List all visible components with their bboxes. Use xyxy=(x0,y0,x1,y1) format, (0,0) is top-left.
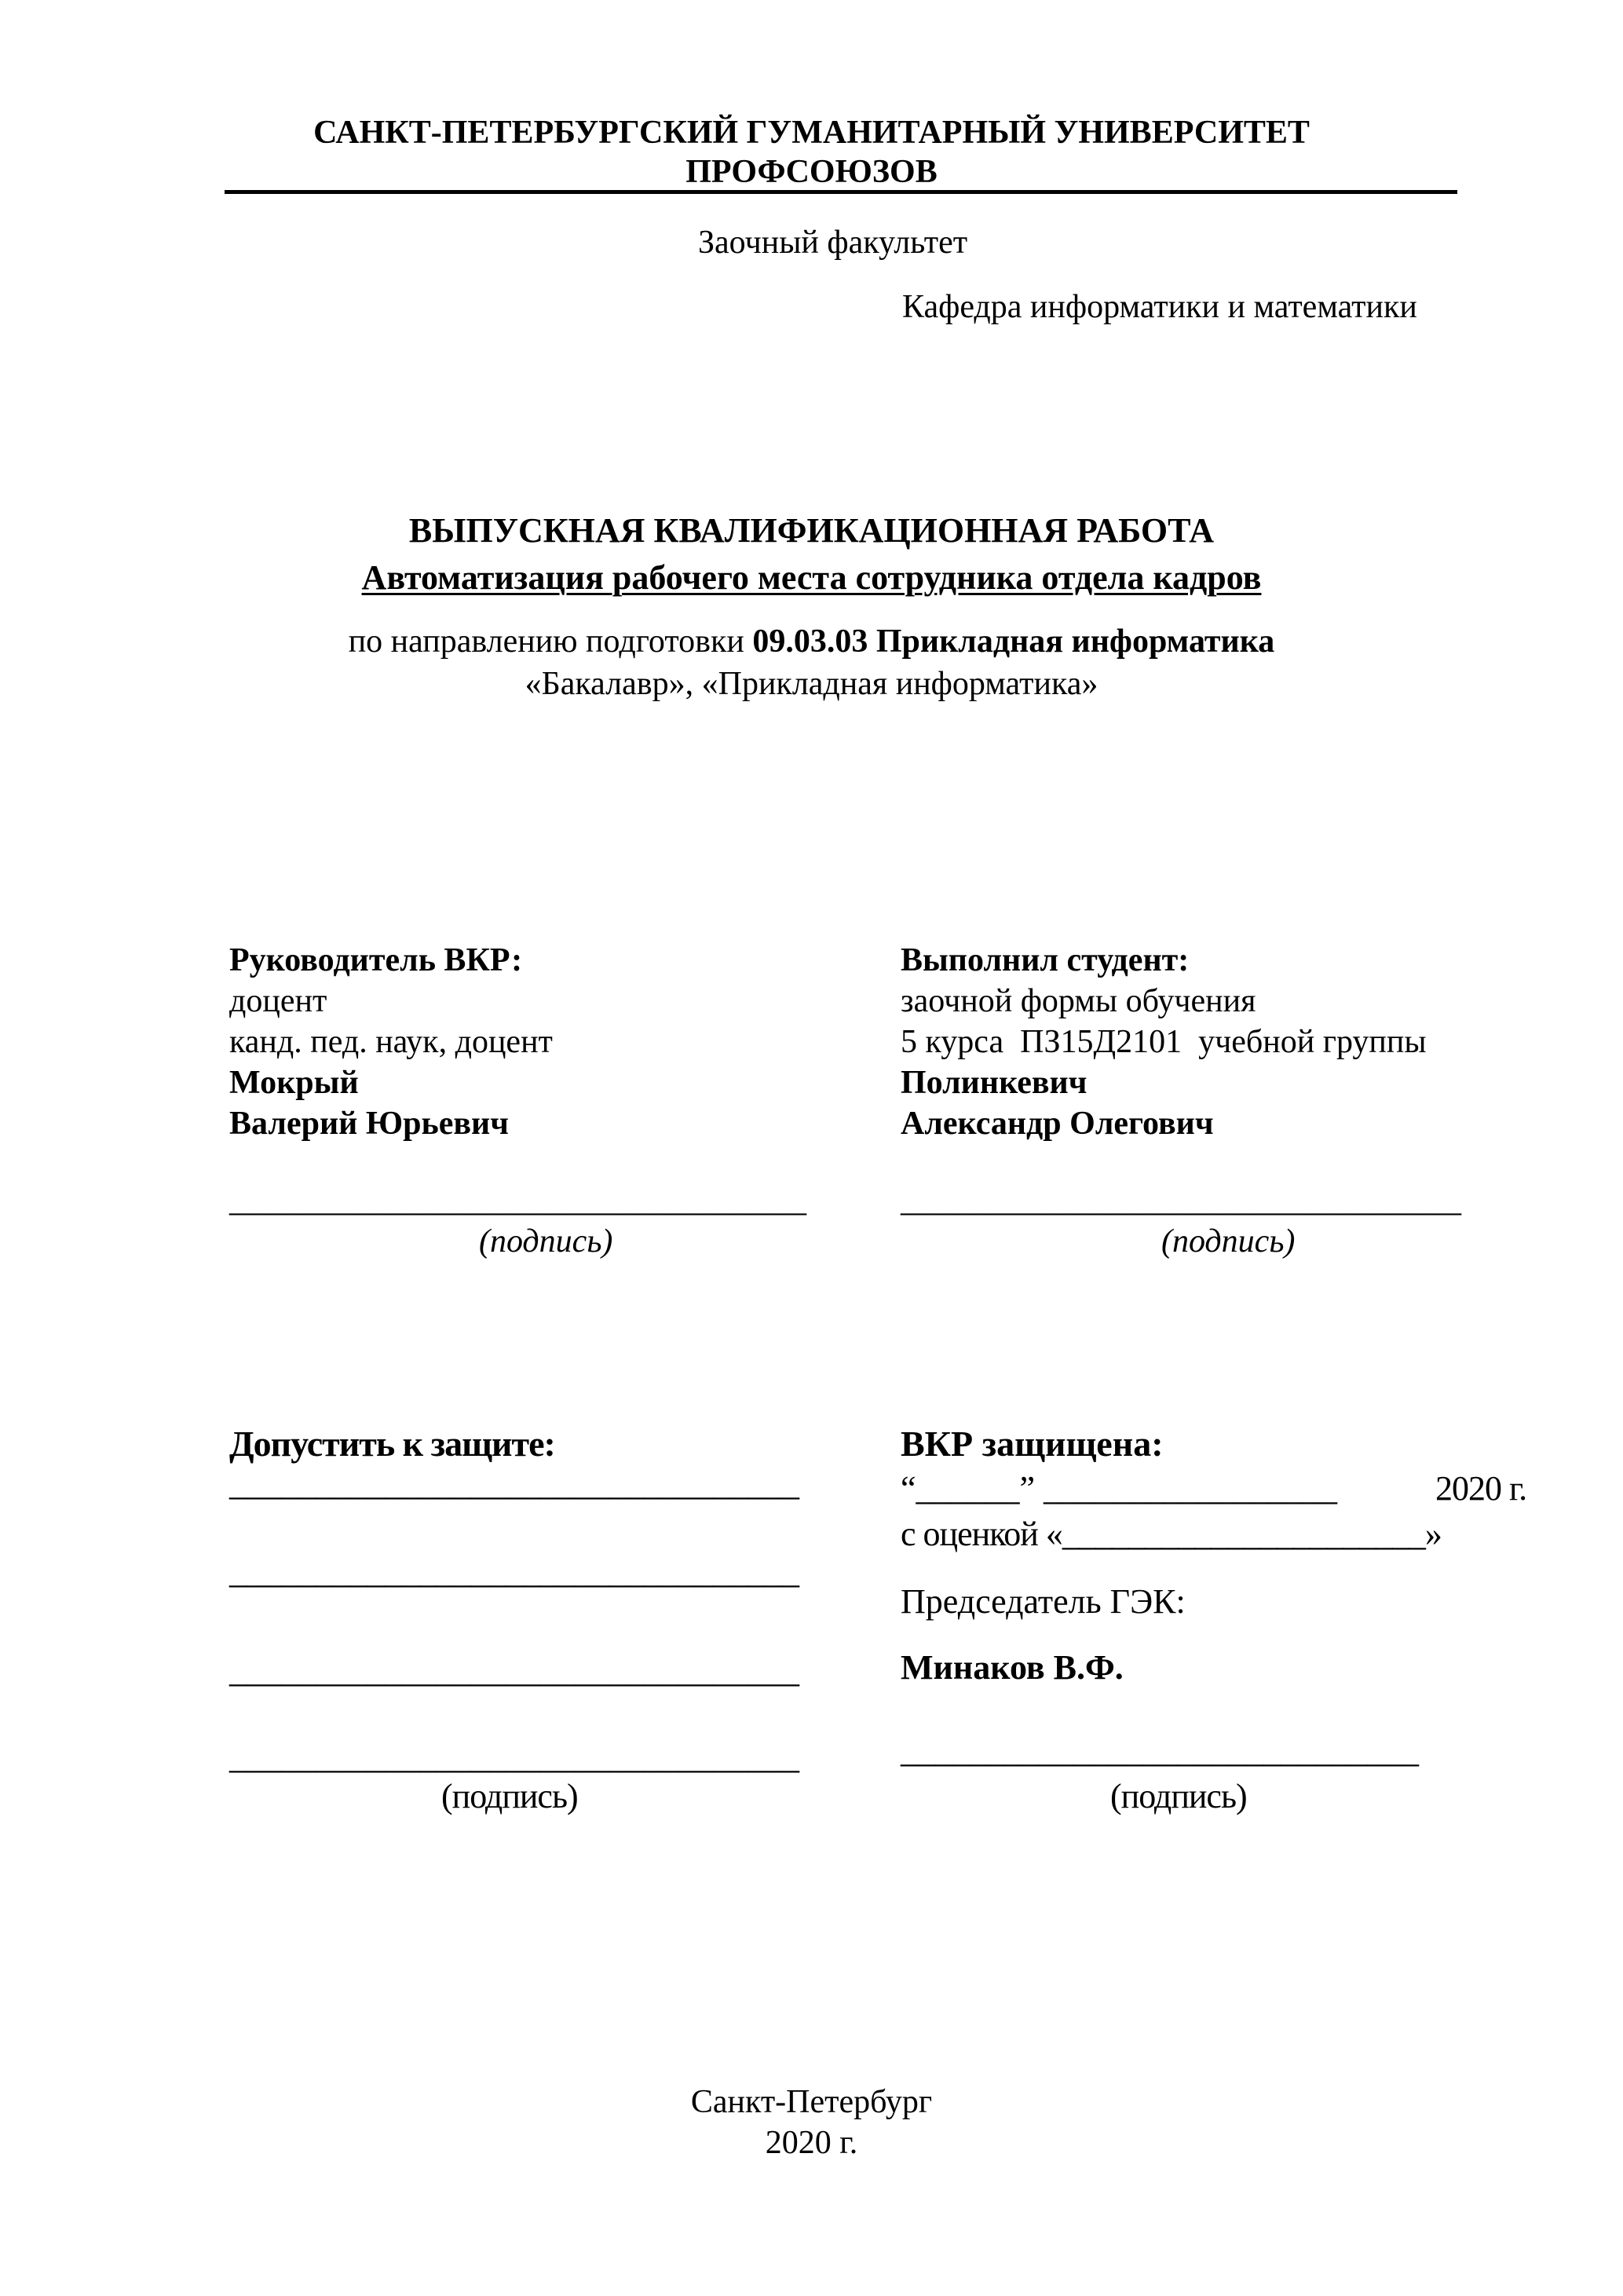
supervisor-signature-line: ___________________________________ xyxy=(229,1183,806,1219)
admission-signature-caption: (подпись) xyxy=(441,1777,578,1815)
admission-line-3: _________________________________ xyxy=(229,1651,799,1690)
supervisor-surname: Мокрый xyxy=(229,1065,359,1101)
student-heading: Выполнил студент: xyxy=(901,942,1190,978)
direction-code: 09.03.03 Прикладная информатика xyxy=(752,623,1275,660)
department-name: Кафедра информатики и математики xyxy=(902,289,1417,325)
defense-year: 2020 г. xyxy=(1435,1469,1527,1508)
admission-line-1: _________________________________ xyxy=(229,1464,799,1503)
supervisor-position: доцент xyxy=(229,983,327,1019)
admission-line-4: _________________________________ xyxy=(229,1738,799,1776)
direction-prefix: по направлению подготовки xyxy=(348,623,753,660)
student-signature-line: __________________________________ xyxy=(901,1183,1461,1219)
header-divider xyxy=(225,190,1457,194)
supervisor-signature-caption: (подпись) xyxy=(479,1223,613,1260)
supervisor-degree: канд. пед. наук, доцент xyxy=(229,1024,553,1060)
university-name-line2: ПРОФСОЮЗОВ xyxy=(685,154,938,190)
faculty-name: Заочный факультет xyxy=(698,225,968,261)
student-surname: Полинкевич xyxy=(901,1065,1087,1101)
defense-signature-caption: (подпись) xyxy=(1110,1777,1247,1815)
gek-chairman-name: Минаков В.Ф. xyxy=(901,1648,1124,1687)
university-name-line1: САНКТ-ПЕТЕРБУРГСКИЙ ГУМАНИТАРНЫЙ УНИВЕРСИТЕТ xyxy=(313,115,1310,151)
defense-heading: ВКР защищена: xyxy=(901,1424,1164,1464)
student-group: 5 курса ПЗ15Д2101 учебной группы xyxy=(901,1024,1427,1060)
thesis-topic: Автоматизация рабочего места сотрудника отдела кадров xyxy=(361,558,1262,597)
defense-date-line: “______” _________________ xyxy=(901,1469,1338,1508)
student-signature-caption: (подпись) xyxy=(1161,1223,1296,1260)
defense-grade-line: с оценкой «______________________» xyxy=(901,1515,1442,1553)
qualification: «Бакалавр», «Прикладная информатика» xyxy=(525,666,1098,702)
work-type-title: ВЫПУСКНАЯ КВАЛИФИКАЦИОННАЯ РАБОТА xyxy=(408,511,1215,550)
footer-year: 2020 г. xyxy=(765,2125,858,2161)
supervisor-heading: Руководитель ВКР: xyxy=(229,942,523,978)
student-study-form: заочной формы обучения xyxy=(901,983,1256,1019)
admission-heading: Допустить к защите: xyxy=(229,1424,555,1464)
defense-signature-line: ______________________________ xyxy=(901,1731,1419,1770)
admission-line-2: _________________________________ xyxy=(229,1552,799,1591)
student-name: Александр Олегович xyxy=(901,1106,1214,1142)
supervisor-name: Валерий Юрьевич xyxy=(229,1106,509,1142)
training-direction xyxy=(0,622,1623,661)
footer-city: Санкт-Петербург xyxy=(690,2084,933,2120)
gek-chairman-label: Председатель ГЭК: xyxy=(901,1582,1186,1621)
